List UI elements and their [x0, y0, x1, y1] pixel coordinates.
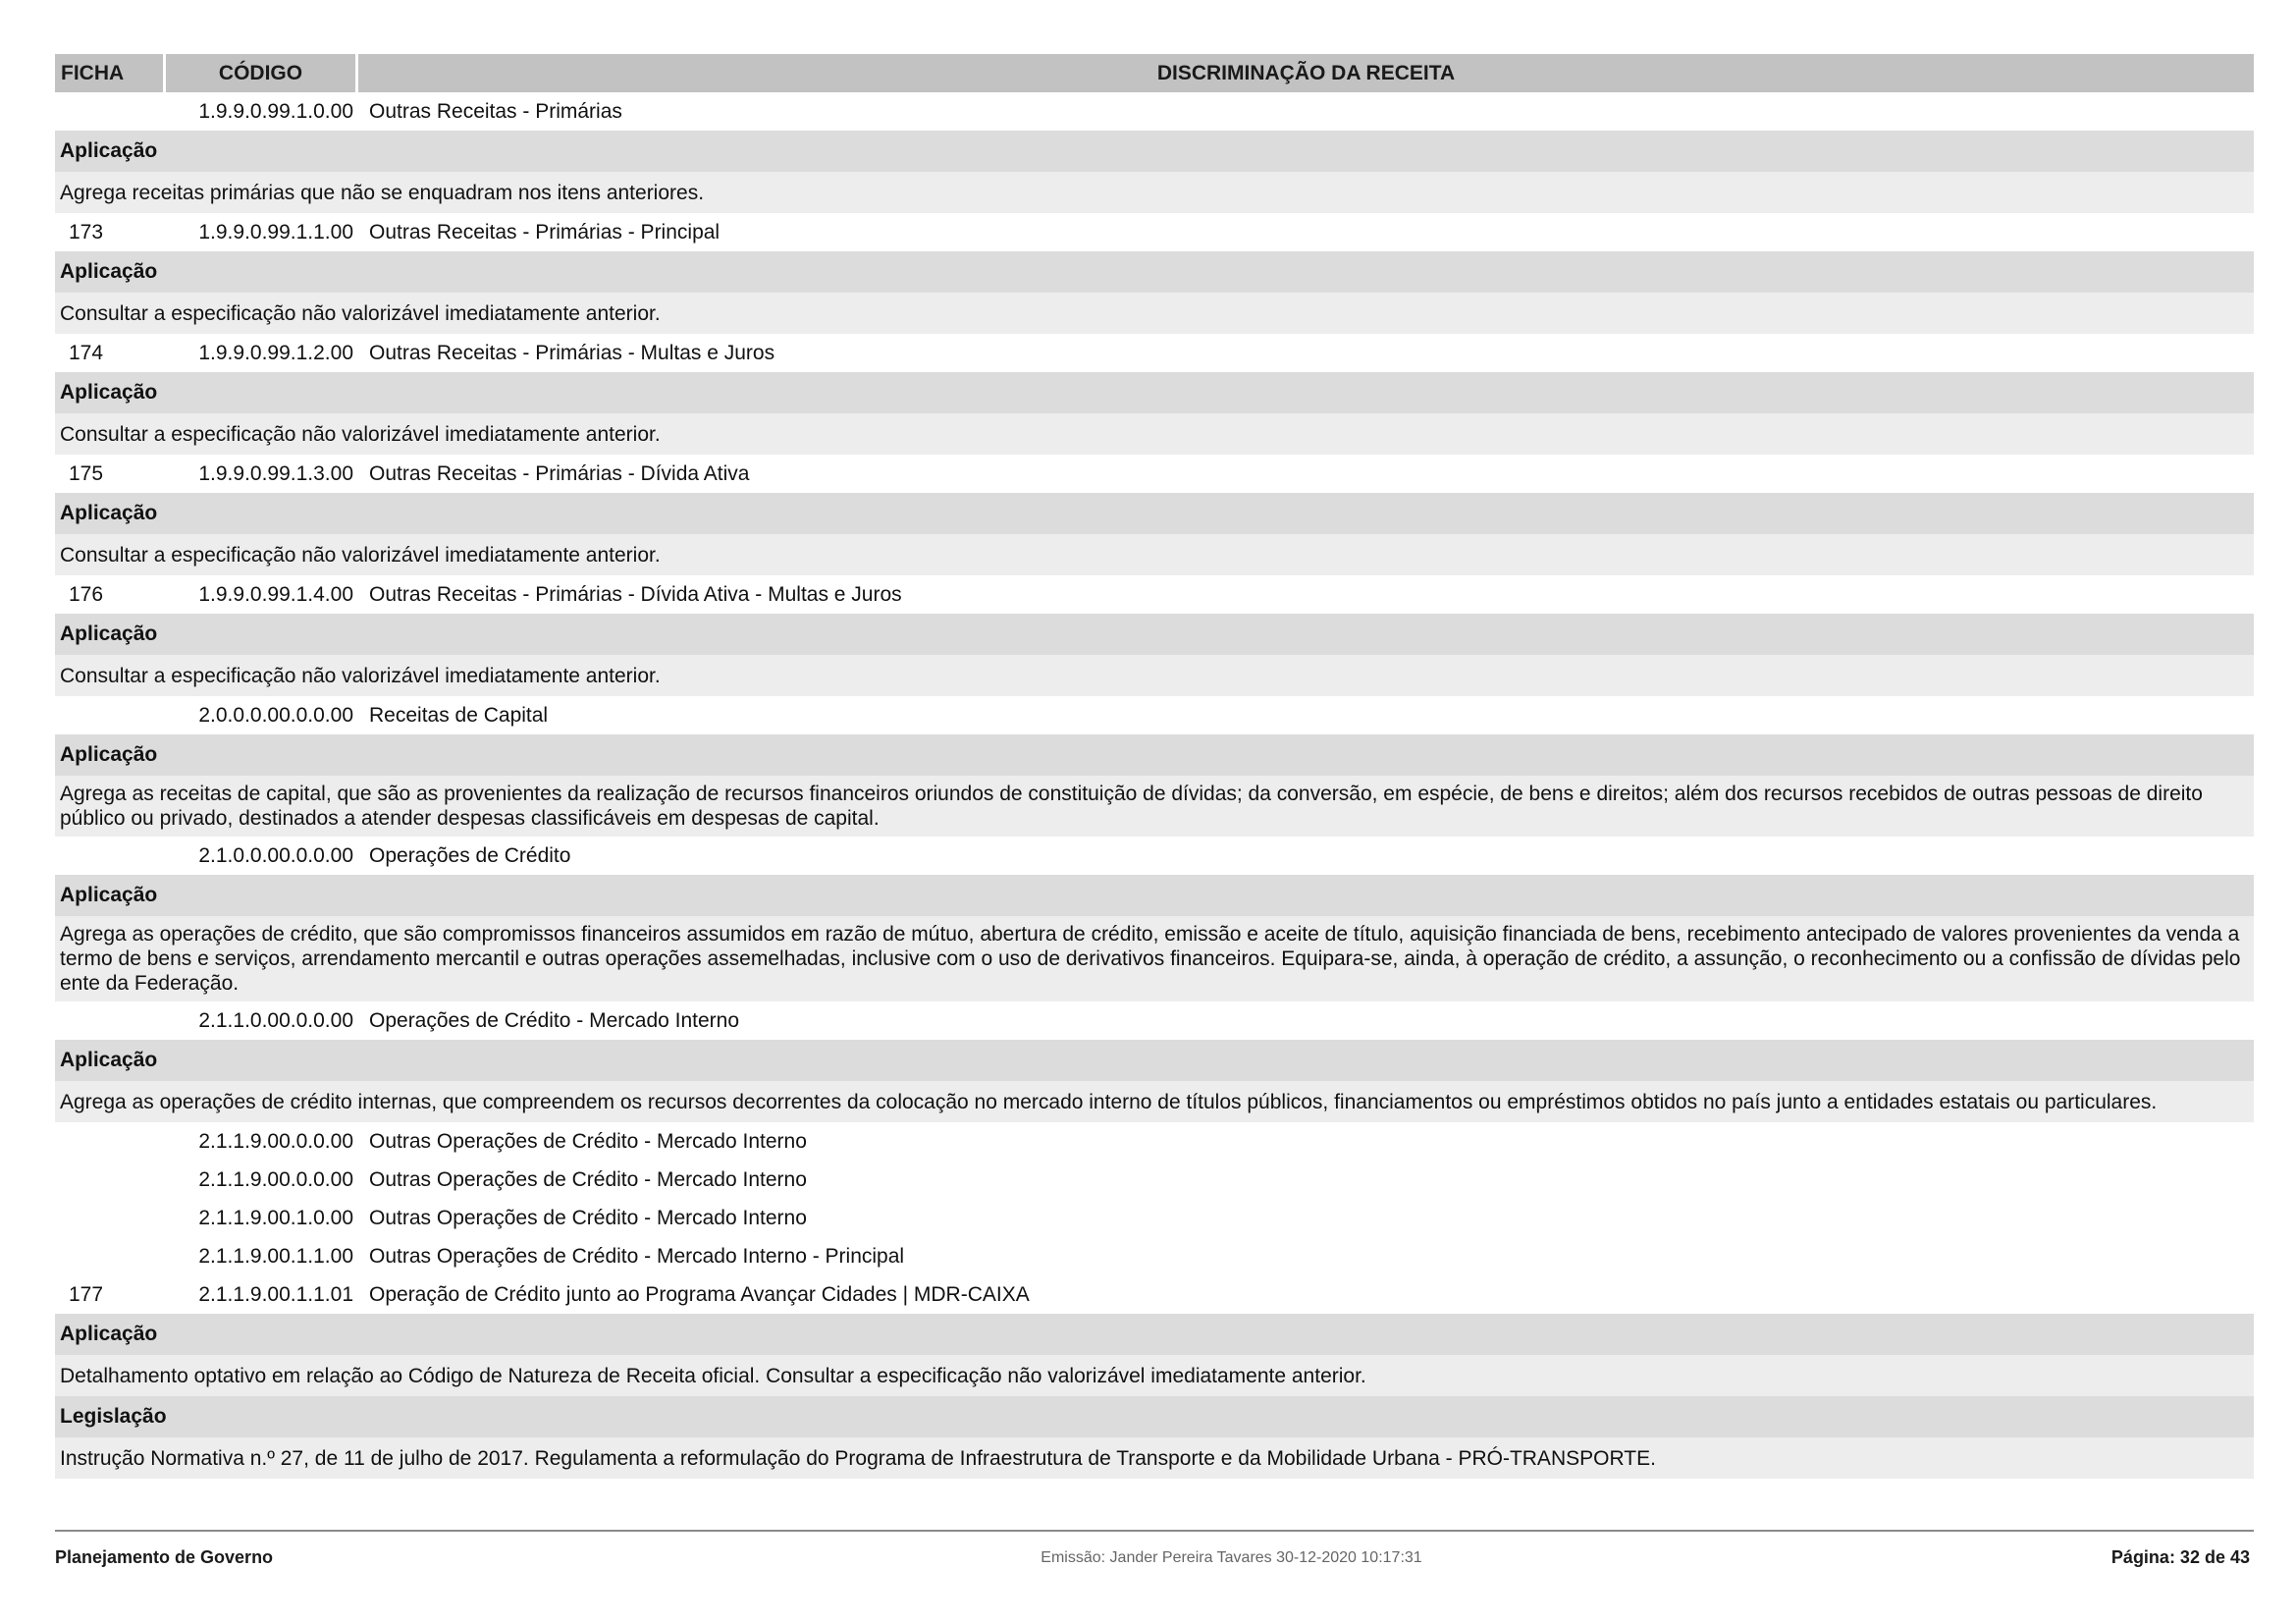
description-cell: Outras Operações de Crédito - Mercado Interno [369, 1206, 807, 1229]
codigo-cell: 1.9.9.0.99.1.4.00 [198, 582, 353, 606]
table-row [55, 1199, 2254, 1237]
codigo-cell: 2.1.1.9.00.0.0.00 [198, 1167, 353, 1191]
description-cell: Outras Operações de Crédito - Mercado Interno - Principal [369, 1244, 905, 1268]
codigo-cell: 2.1.1.9.00.0.0.00 [198, 1129, 353, 1153]
section-label: Aplicação [55, 372, 2254, 413]
table-row [55, 92, 2254, 131]
ficha-cell: 174 [69, 341, 104, 364]
codigo-cell: 1.9.9.0.99.1.0.00 [198, 99, 353, 123]
section-text: Consultar a especificação não valorizável imediatamente anterior. [55, 293, 2254, 334]
ficha-cell: 176 [69, 582, 104, 606]
codigo-cell: 1.9.9.0.99.1.1.00 [198, 220, 353, 243]
description-cell: Outras Operações de Crédito - Mercado Interno [369, 1167, 807, 1191]
description-cell: Operações de Crédito - Mercado Interno [369, 1008, 740, 1032]
ficha-cell: 173 [69, 220, 104, 243]
table-row [55, 1161, 2254, 1199]
table-row [55, 1122, 2254, 1161]
description-cell: Outras Receitas - Primárias - Dívida Ativa [369, 461, 750, 485]
section-text: Consultar a especificação não valorizável imediatamente anterior. [55, 655, 2254, 696]
footer-organization: Planejamento de Governo [55, 1547, 274, 1567]
table-row [55, 575, 2254, 614]
header-ficha: FICHA [55, 54, 163, 92]
section-text: Agrega receitas primárias que não se enquadram nos itens anteriores. [55, 172, 2254, 213]
table-row [55, 1001, 2254, 1040]
ficha-cell: 175 [69, 461, 104, 485]
section-label: Aplicação [55, 493, 2254, 534]
table-body [55, 92, 2254, 1479]
table-row [55, 213, 2254, 251]
description-cell: Outras Receitas - Primárias - Principal [369, 220, 721, 243]
section-label: Aplicação [55, 131, 2254, 172]
section-label: Aplicação [55, 614, 2254, 655]
section-text: Agrega as receitas de capital, que são as provenientes da realização de recursos financeiros oriundos de constituição de dívidas; da conversão, em espécie, de bens e direitos; além dos recursos recebidos de outras pessoas de direito público ou privado, destinados a atender despesas classificáveis em despesas de capital. [55, 776, 2254, 837]
table-row [55, 455, 2254, 493]
codigo-cell: 1.9.9.0.99.1.2.00 [198, 341, 353, 364]
table-row [55, 696, 2254, 734]
footer-emission: Emissão: Jander Pereira Tavares 30-12-2020 10:17:31 [1041, 1548, 1422, 1566]
header-codigo: CÓDIGO [166, 54, 355, 92]
section-label: Aplicação [55, 251, 2254, 293]
table-row [55, 1275, 2254, 1314]
section-text: Consultar a especificação não valorizável imediatamente anterior. [55, 413, 2254, 455]
codigo-cell: 2.1.1.0.00.0.0.00 [198, 1008, 353, 1032]
section-label: Aplicação [55, 734, 2254, 776]
section-label: Aplicação [55, 875, 2254, 916]
description-cell: Outras Receitas - Primárias [369, 99, 622, 123]
codigo-cell: 2.1.1.9.00.1.1.01 [198, 1282, 353, 1306]
description-cell: Outras Operações de Crédito - Mercado Interno [369, 1129, 807, 1153]
codigo-cell: 2.1.1.9.00.1.0.00 [198, 1206, 353, 1229]
table-row [55, 837, 2254, 875]
page-footer [55, 1530, 2254, 1568]
ficha-cell: 177 [69, 1282, 104, 1306]
description-cell: Outras Receitas - Primárias - Dívida Ativa - Multas e Juros [369, 582, 902, 606]
table-row [55, 1237, 2254, 1275]
section-label: Aplicação [55, 1314, 2254, 1355]
description-cell: Operação de Crédito junto ao Programa Avançar Cidades | MDR-CAIXA [369, 1282, 1030, 1306]
table-row [55, 334, 2254, 372]
header-discriminacao: DISCRIMINAÇÃO DA RECEITA [358, 54, 2254, 92]
section-label: Legislação [55, 1396, 2254, 1437]
section-text: Consultar a especificação não valorizável imediatamente anterior. [55, 534, 2254, 575]
section-text: Agrega as operações de crédito internas, que compreendem os recursos decorrentes da colocação no mercado interno de títulos públicos, financiamentos ou empréstimos obtidos no país junto a entidades estatais ou particulares. [55, 1081, 2254, 1122]
footer-page-number: Página: 32 de 43 [2110, 1547, 2250, 1567]
section-label: Aplicação [55, 1040, 2254, 1081]
document-table [55, 54, 2254, 1479]
section-text: Instrução Normativa n.º 27, de 11 de julho de 2017. Regulamenta a reformulação do Programa de Infraestrutura de Transporte e da Mobilidade Urbana - PRÓ-TRANSPORTE. [55, 1437, 2254, 1479]
section-text: Agrega as operações de crédito, que são compromissos financeiros assumidos em razão de mútuo, abertura de crédito, emissão e aceite de título, aquisição financiada de bens, recebimento antecipado de valores provenientes da venda a termo de bens e serviços, arrendamento mercantil e outras operações assemelhadas, inclusive com o uso de derivativos financeiros. Equipara-se, ainda, à operação de crédito, a assunção, o reconhecimento ou a confissão de dívidas pelo ente da Federação. [55, 916, 2254, 1001]
description-cell: Receitas de Capital [369, 703, 549, 727]
codigo-cell: 2.1.0.0.00.0.0.00 [198, 843, 353, 867]
codigo-cell: 1.9.9.0.99.1.3.00 [198, 461, 353, 485]
description-cell: Operações de Crédito [369, 843, 571, 867]
codigo-cell: 2.1.1.9.00.1.1.00 [198, 1244, 353, 1268]
codigo-cell: 2.0.0.0.00.0.0.00 [198, 703, 353, 727]
description-cell: Outras Receitas - Primárias - Multas e Juros [369, 341, 775, 364]
table-header [55, 54, 2254, 92]
section-text: Detalhamento optativo em relação ao Código de Natureza de Receita oficial. Consultar a especificação não valorizável imediatamente anterior. [55, 1355, 2254, 1396]
